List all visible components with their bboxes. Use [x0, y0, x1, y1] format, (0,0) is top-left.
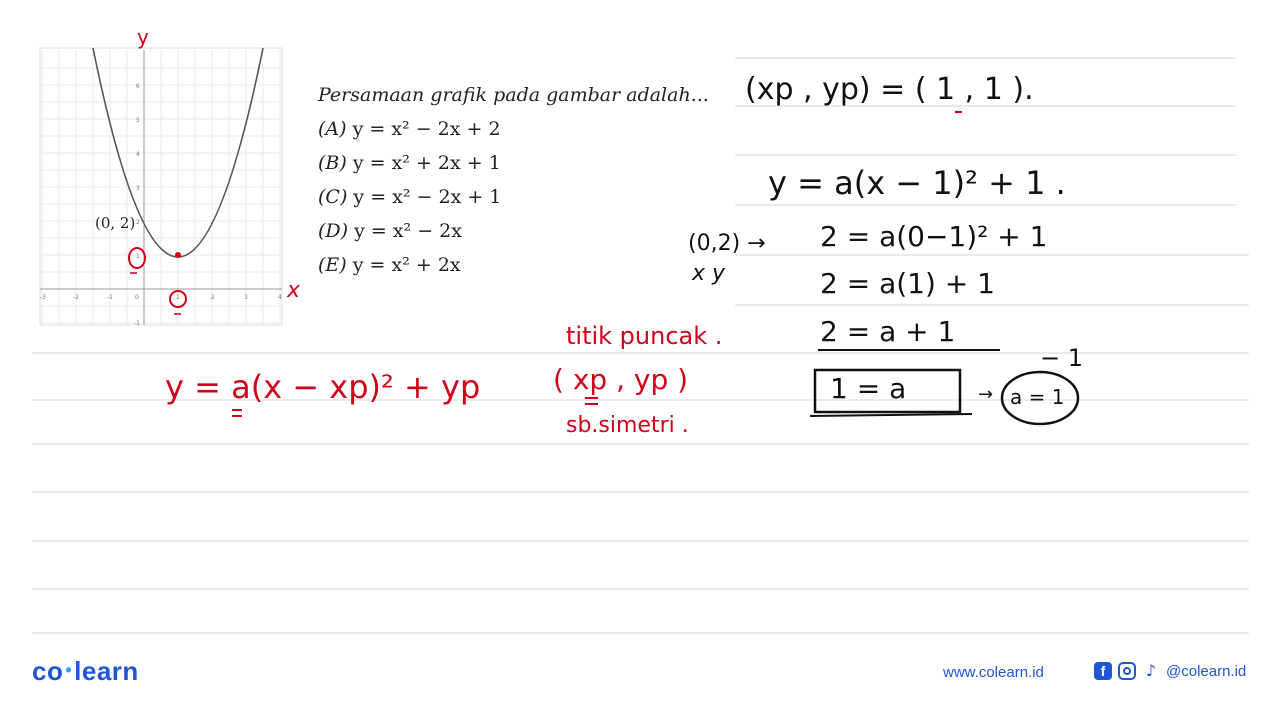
- logo-dot: •: [65, 660, 73, 680]
- titik-puncak: titik puncak .: [566, 322, 723, 350]
- x-tick: -1: [107, 294, 113, 301]
- vertex-form: y = a(x − 1)² + 1 .: [768, 164, 1066, 202]
- option-label: (E): [318, 254, 347, 276]
- option-equation: y = x² − 2x + 1: [353, 186, 502, 208]
- logo-text-right: learn: [74, 656, 139, 686]
- y-tick: 5: [136, 117, 140, 124]
- x-tick: 2: [211, 294, 215, 301]
- option-equation: y = x² + 2x + 1: [352, 152, 501, 174]
- x-tick: -2: [73, 294, 79, 301]
- vertex-pair: (xp , yp) = ( 1 , 1 ).: [745, 72, 1034, 107]
- option-label: (B): [318, 152, 347, 174]
- website-link[interactable]: www.colearn.id: [943, 664, 1044, 681]
- y-tick: 2: [136, 219, 140, 226]
- footer: [0, 640, 1280, 720]
- facebook-icon[interactable]: f: [1094, 662, 1112, 680]
- option-equation: y = x² − 2x + 2: [352, 118, 501, 140]
- social-links: [1094, 662, 1246, 680]
- step-3: 2 = a + 1: [820, 315, 956, 348]
- x-tick: 3: [244, 294, 248, 301]
- sb-simetri: sb.simetri .: [566, 413, 689, 438]
- instagram-icon[interactable]: [1118, 662, 1136, 680]
- y-axis-label: y: [137, 28, 149, 49]
- x-axis-label: x: [287, 278, 301, 303]
- option-label: (C): [318, 186, 348, 208]
- option-equation: y = x² − 2x: [354, 220, 462, 242]
- xy-note: x y: [692, 261, 726, 286]
- step-1: 2 = a(0−1)² + 1: [820, 220, 1048, 253]
- y-tick: -1: [134, 320, 140, 327]
- vertex-coords: ( xp , yp ): [553, 363, 689, 396]
- y-tick: 1: [136, 253, 140, 260]
- colearn-logo: [32, 656, 139, 687]
- social-handle[interactable]: @colearn.id: [1166, 662, 1247, 680]
- result-arrow: →: [978, 384, 994, 405]
- x-tick: 4: [278, 294, 282, 301]
- final-answer: a = 1: [1010, 385, 1065, 409]
- x-tick: 0: [135, 294, 139, 301]
- general-form: y = a(x − xp)² + yp: [165, 368, 481, 406]
- option-label: (D): [318, 220, 349, 242]
- x-tick: 1: [176, 294, 180, 301]
- step-2: 2 = a(1) + 1: [820, 267, 995, 300]
- point-substitution: (0,2) →: [688, 231, 766, 256]
- tiktok-icon[interactable]: ♪: [1145, 661, 1157, 680]
- result: 1 = a: [830, 372, 907, 405]
- option-label: (A): [318, 118, 347, 140]
- option-equation: y = x² + 2x: [352, 254, 461, 276]
- x-tick: -3: [40, 294, 46, 301]
- point-label: (0, 2): [95, 214, 136, 232]
- y-tick: 3: [136, 185, 140, 192]
- y-tick: 4: [136, 151, 140, 158]
- logo-text-left: co: [32, 656, 64, 686]
- y-tick: 6: [136, 83, 140, 90]
- minus-one: − 1: [1040, 344, 1084, 372]
- question-prompt: Persamaan grafik pada gambar adalah...: [318, 84, 709, 106]
